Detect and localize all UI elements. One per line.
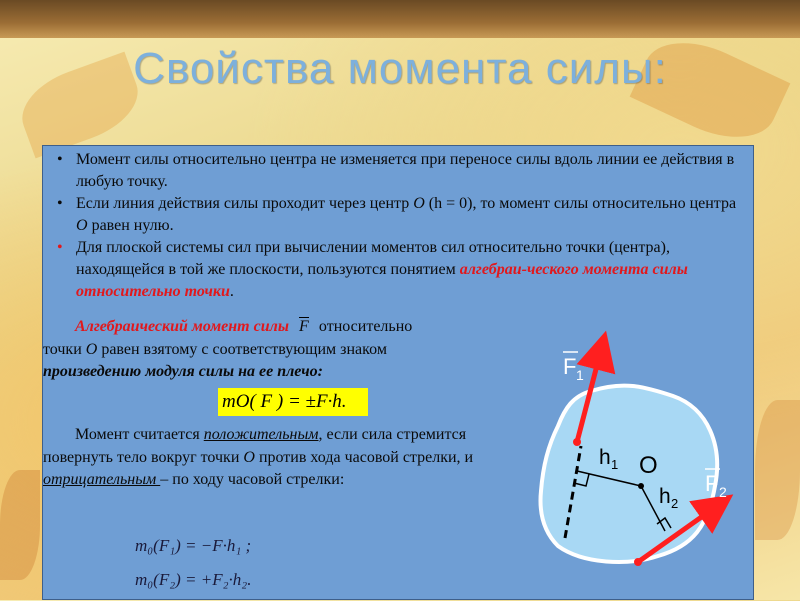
sign-text: Момент считается: [75, 426, 204, 443]
definition-text: точки: [43, 340, 86, 358]
f1-label: F: [563, 354, 577, 379]
f2-application-point: [634, 558, 642, 566]
positive-term: положительным: [203, 426, 319, 443]
point-o: O: [85, 340, 98, 358]
bullet-text: Момент силы относительно центра не изменяется при переносе силы вдоль линии ее действия в любую точку.: [76, 151, 735, 190]
bullet-text: равен нулю.: [87, 217, 174, 234]
bullet-text: Для плоской системы сил при вычислении моментов сил относительно точки (центра), находящейся в той же плоскости, пользуются понятием: [76, 239, 670, 278]
h2-label: h: [659, 485, 671, 508]
equation-2: m₀(F₂) = +F₂·h₂.: [135, 570, 252, 589]
highlight-term: алгебраи-ческого момента силы относительно точки: [76, 261, 688, 300]
bullet-icon: •: [57, 151, 63, 168]
force-vector-icon: F: [299, 318, 309, 335]
bullet-icon: •: [57, 195, 63, 212]
bullet-icon: •: [57, 239, 63, 256]
rigid-body-shape: [541, 386, 718, 562]
moment-diagram: [43, 146, 755, 601]
f2-subscript: 2: [719, 484, 727, 500]
sign-text: , если сила стремится повернуть тело вокруг точки: [43, 426, 467, 466]
bullet-text: Если линия действия силы проходит через центр: [76, 195, 414, 212]
point-o: O: [413, 195, 425, 212]
content-panel: [42, 145, 754, 600]
h1-label: h: [599, 446, 611, 469]
definition-emphasis: произведению модуля силы на ее плечо:: [43, 363, 323, 380]
moment-formula: mO( F ) = ±F·h.: [218, 388, 368, 416]
definition-text: относительно: [314, 318, 413, 335]
negative-term: отрицательным: [43, 471, 161, 488]
f1-application-point: [573, 438, 581, 446]
f2-label: F: [705, 471, 719, 496]
slide-title: Свойства момента силы:: [133, 44, 667, 93]
f1-subscript: 1: [576, 367, 584, 383]
bullet-text: .: [229, 283, 234, 300]
sign-text: против хода часовой стрелки, и: [254, 448, 474, 466]
point-o: O: [243, 448, 255, 466]
h1-subscript: 1: [611, 457, 619, 472]
definition-text: равен взятому с соответствующим знаком: [97, 340, 387, 358]
point-o: O: [76, 217, 88, 234]
top-decor-bar: [0, 0, 800, 38]
center-o-label: O: [639, 452, 658, 479]
decor-leaf: [755, 400, 800, 540]
equation-1: m₀(F₁) = −F·h₁ ;: [135, 536, 252, 555]
sign-text: – по ходу часовой стрелки:: [160, 471, 345, 488]
decor-leaf: [0, 470, 40, 580]
bullet-text: (h = 0), то момент силы относительно центра: [424, 195, 737, 212]
h2-subscript: 2: [671, 496, 679, 511]
algebraic-heading: Алгебраический момент силы: [75, 318, 289, 335]
